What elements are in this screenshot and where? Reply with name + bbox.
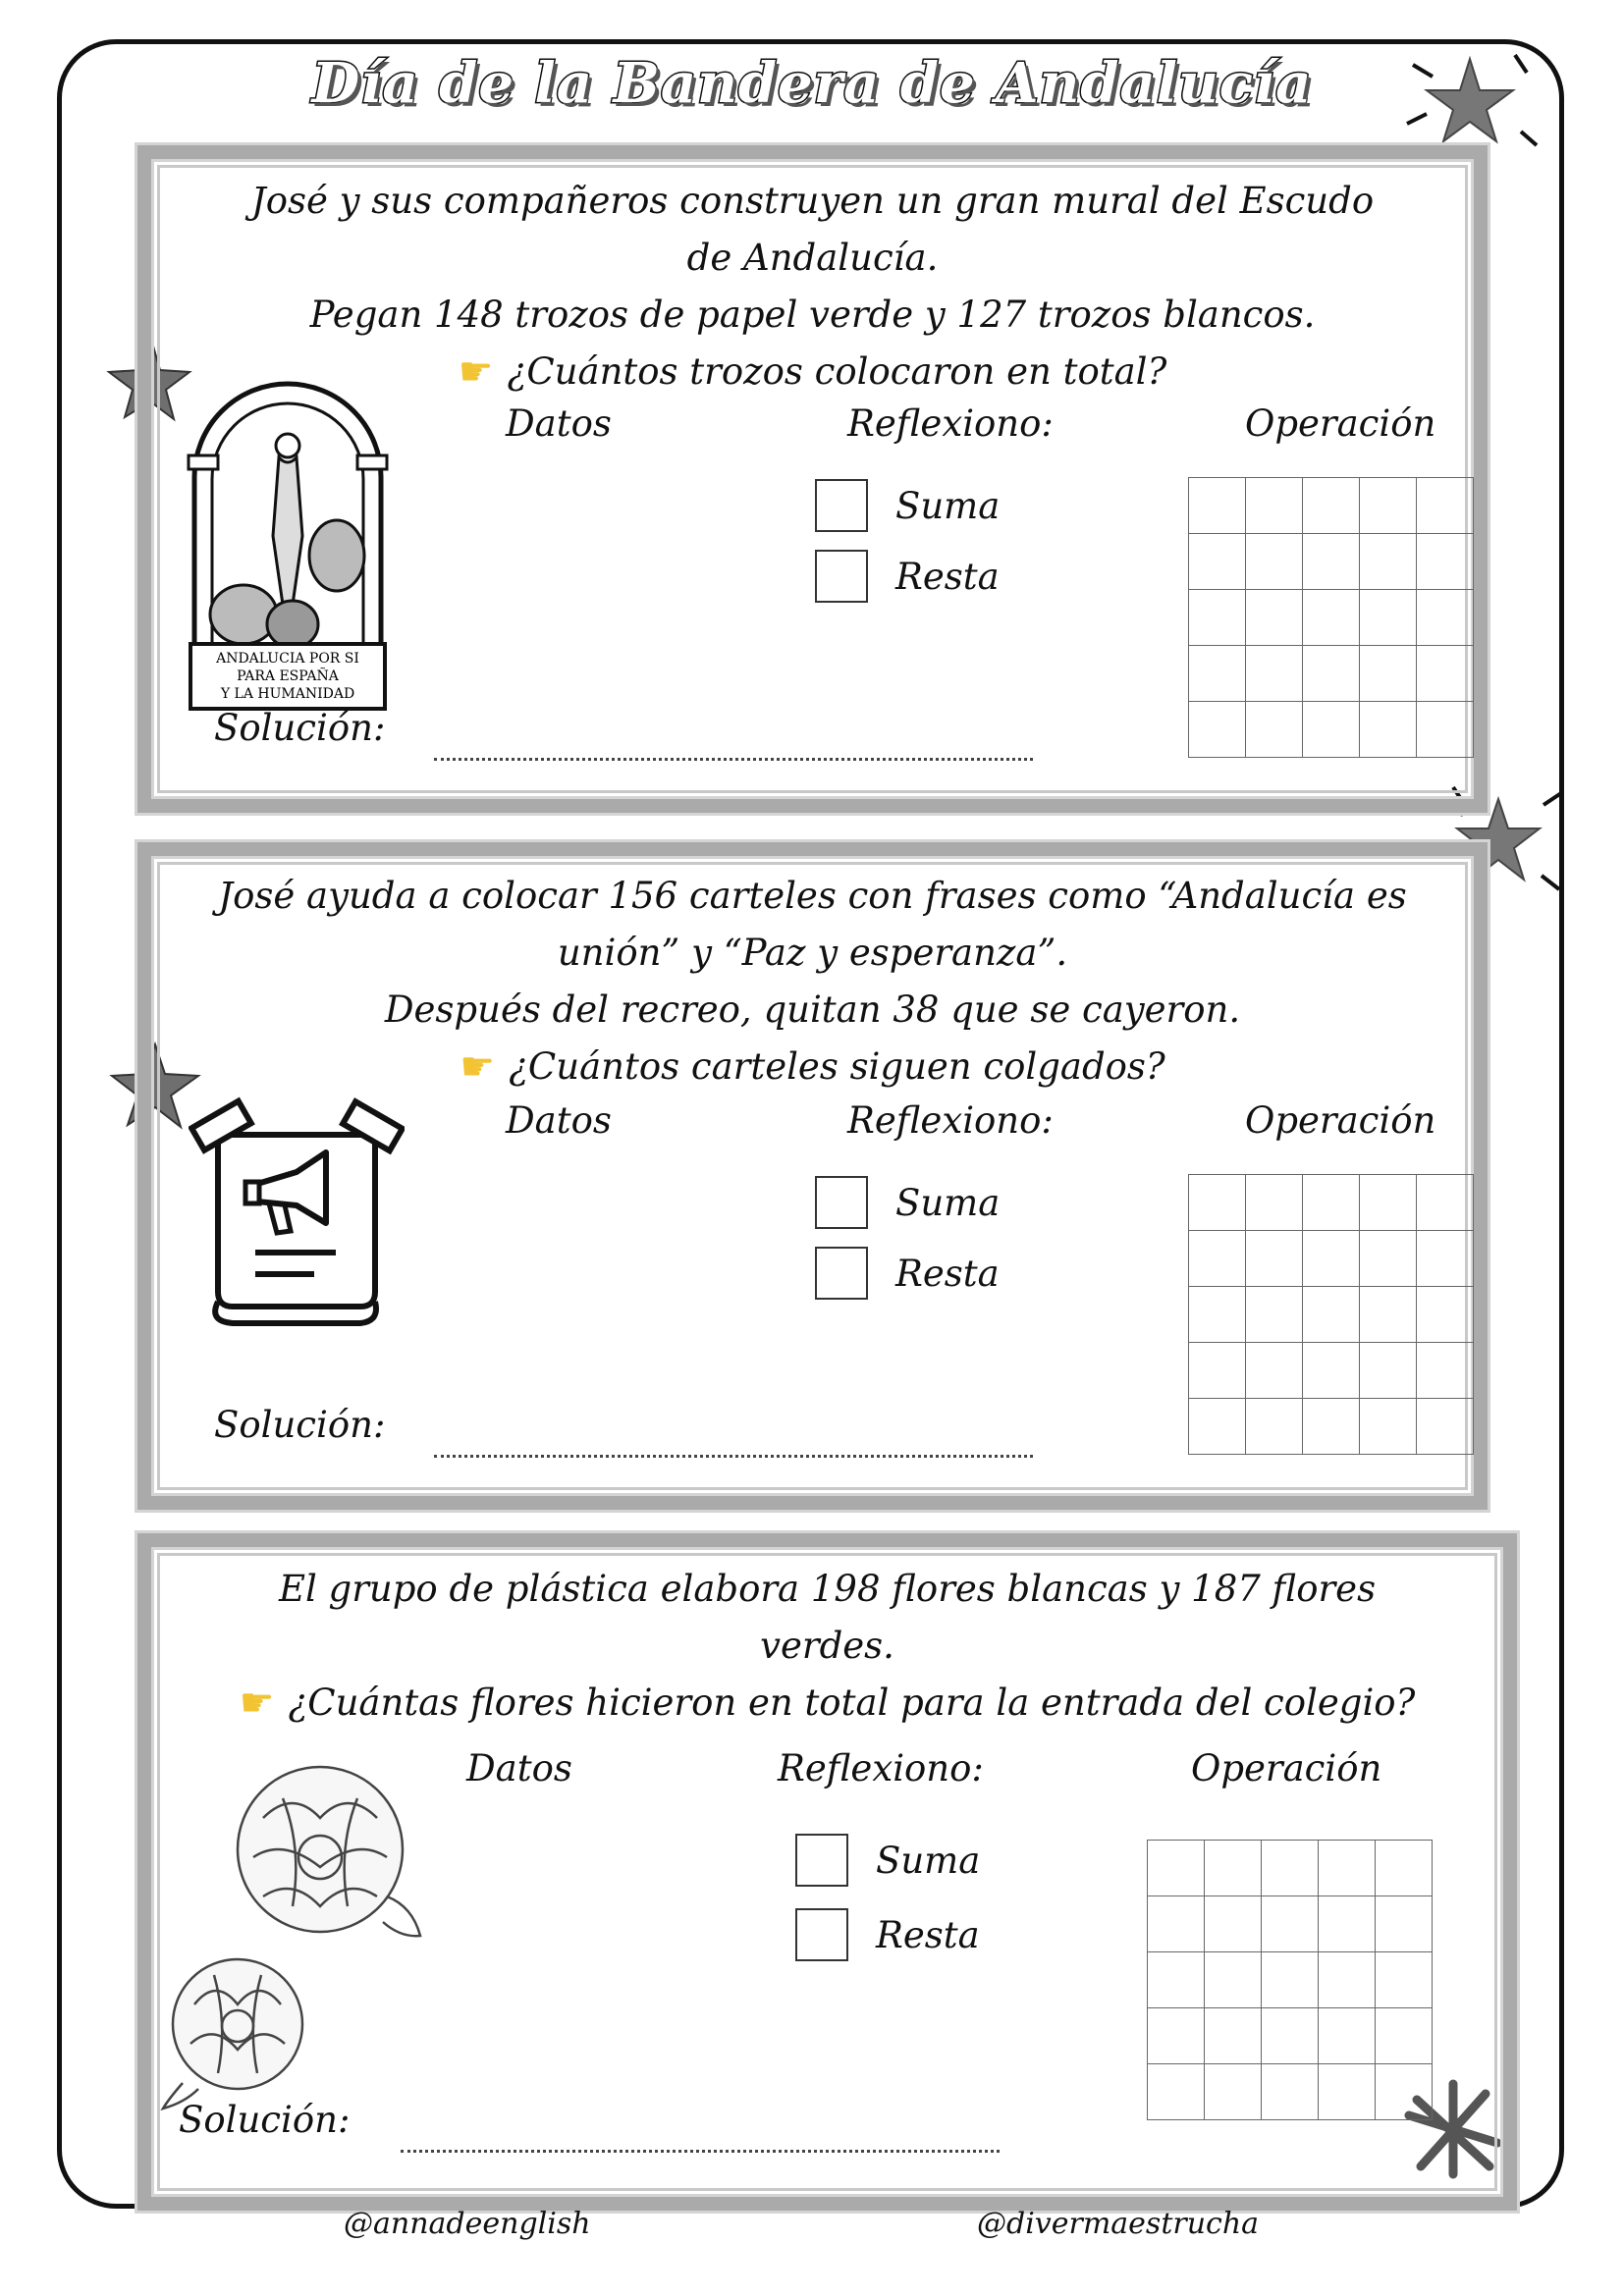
suma-option[interactable] (795, 1834, 980, 1887)
reflexiono-heading: Reflexiono: (778, 1747, 984, 1789)
problem-line: El grupo de plástica elabora 198 flores blancas y 187 flores (278, 1568, 1377, 1610)
problem-line: José ayuda a colocar 156 carteles con frases como “Andalucía es (218, 875, 1407, 917)
pointing-hand-icon: ☛ (239, 1681, 275, 1726)
operation-grid[interactable] (1188, 477, 1474, 758)
crest-motto-line: Y LA HUMANIDAD (220, 686, 355, 702)
crest-motto-line: ANDALUCIA POR SI (216, 651, 359, 667)
problem-text (137, 1561, 1517, 1733)
resta-label: Resta (895, 555, 1000, 598)
pointing-hand-icon: ☛ (458, 349, 494, 395)
operacion-heading: Operación (1245, 402, 1436, 445)
suma-label: Suma (895, 1181, 1001, 1224)
problem-question: ¿Cuántas flores hicieron en total para la entrada del colegio? (288, 1682, 1416, 1724)
resta-option[interactable] (795, 1908, 980, 1961)
solution-label: Solución: (214, 707, 386, 749)
solution-answer-line[interactable] (434, 758, 1033, 761)
solution-answer-line[interactable] (401, 2150, 1000, 2153)
problem-line: Pegan 148 trozos de papel verde y 127 trozos blancos. (309, 294, 1316, 336)
crest-motto-line: PARA ESPAÑA (237, 668, 339, 684)
resta-option[interactable] (815, 1247, 1000, 1300)
suma-option[interactable] (815, 479, 1000, 532)
datos-heading: Datos (506, 1099, 612, 1142)
star-icon (1399, 51, 1542, 159)
problem-card-2 (137, 842, 1488, 1510)
problem-line: José y sus compañeros construyen un gran mural del Escudo (250, 180, 1375, 222)
operation-grid[interactable] (1188, 1174, 1474, 1455)
solution-label: Solución: (214, 1404, 386, 1446)
datos-heading: Datos (506, 402, 612, 445)
footer-credit-left: @annadeenglish (344, 2207, 591, 2241)
problem-line: unión” y “Paz y esperanza”. (557, 932, 1068, 974)
coat-of-arms-illustration (185, 359, 391, 713)
resta-label: Resta (895, 1252, 1000, 1295)
suma-option[interactable] (815, 1176, 1000, 1229)
solution-label: Solución: (179, 2099, 351, 2141)
suma-checkbox[interactable] (815, 479, 868, 532)
resta-checkbox[interactable] (815, 550, 868, 603)
reflexiono-heading: Reflexiono: (847, 1099, 1054, 1142)
problem-text (137, 868, 1488, 1096)
operation-grid[interactable] (1147, 1840, 1433, 2120)
problem-line: de Andalucía. (686, 237, 939, 279)
suma-label: Suma (876, 1839, 981, 1882)
suma-label: Suma (895, 484, 1001, 527)
poster-megaphone-icon (189, 1095, 405, 1331)
resta-checkbox[interactable] (795, 1908, 848, 1961)
page-title: Día de la Bandera de Andalucía (311, 51, 1313, 116)
problem-line: Después del recreo, quitan 38 que se cayeron. (384, 988, 1241, 1031)
resta-checkbox[interactable] (815, 1247, 868, 1300)
problem-card-3 (137, 1533, 1517, 2211)
datos-heading: Datos (466, 1747, 572, 1789)
footer-credit-right: @divermaestrucha (977, 2207, 1260, 2241)
suma-checkbox[interactable] (795, 1834, 848, 1887)
resta-option[interactable] (815, 550, 1000, 603)
operacion-heading: Operación (1191, 1747, 1382, 1789)
problem-card-1 (137, 145, 1488, 813)
solution-answer-line[interactable] (434, 1455, 1033, 1458)
flowers-drawing (155, 1759, 440, 2112)
pointing-hand-icon: ☛ (460, 1044, 496, 1090)
suma-checkbox[interactable] (815, 1176, 868, 1229)
operacion-heading: Operación (1245, 1099, 1436, 1142)
problem-question: ¿Cuántos trozos colocaron en total? (507, 350, 1167, 393)
problem-line: verdes. (760, 1625, 894, 1667)
resta-label: Resta (876, 1913, 980, 1956)
problem-question: ¿Cuántos carteles siguen colgados? (509, 1045, 1165, 1088)
reflexiono-heading: Reflexiono: (847, 402, 1054, 445)
